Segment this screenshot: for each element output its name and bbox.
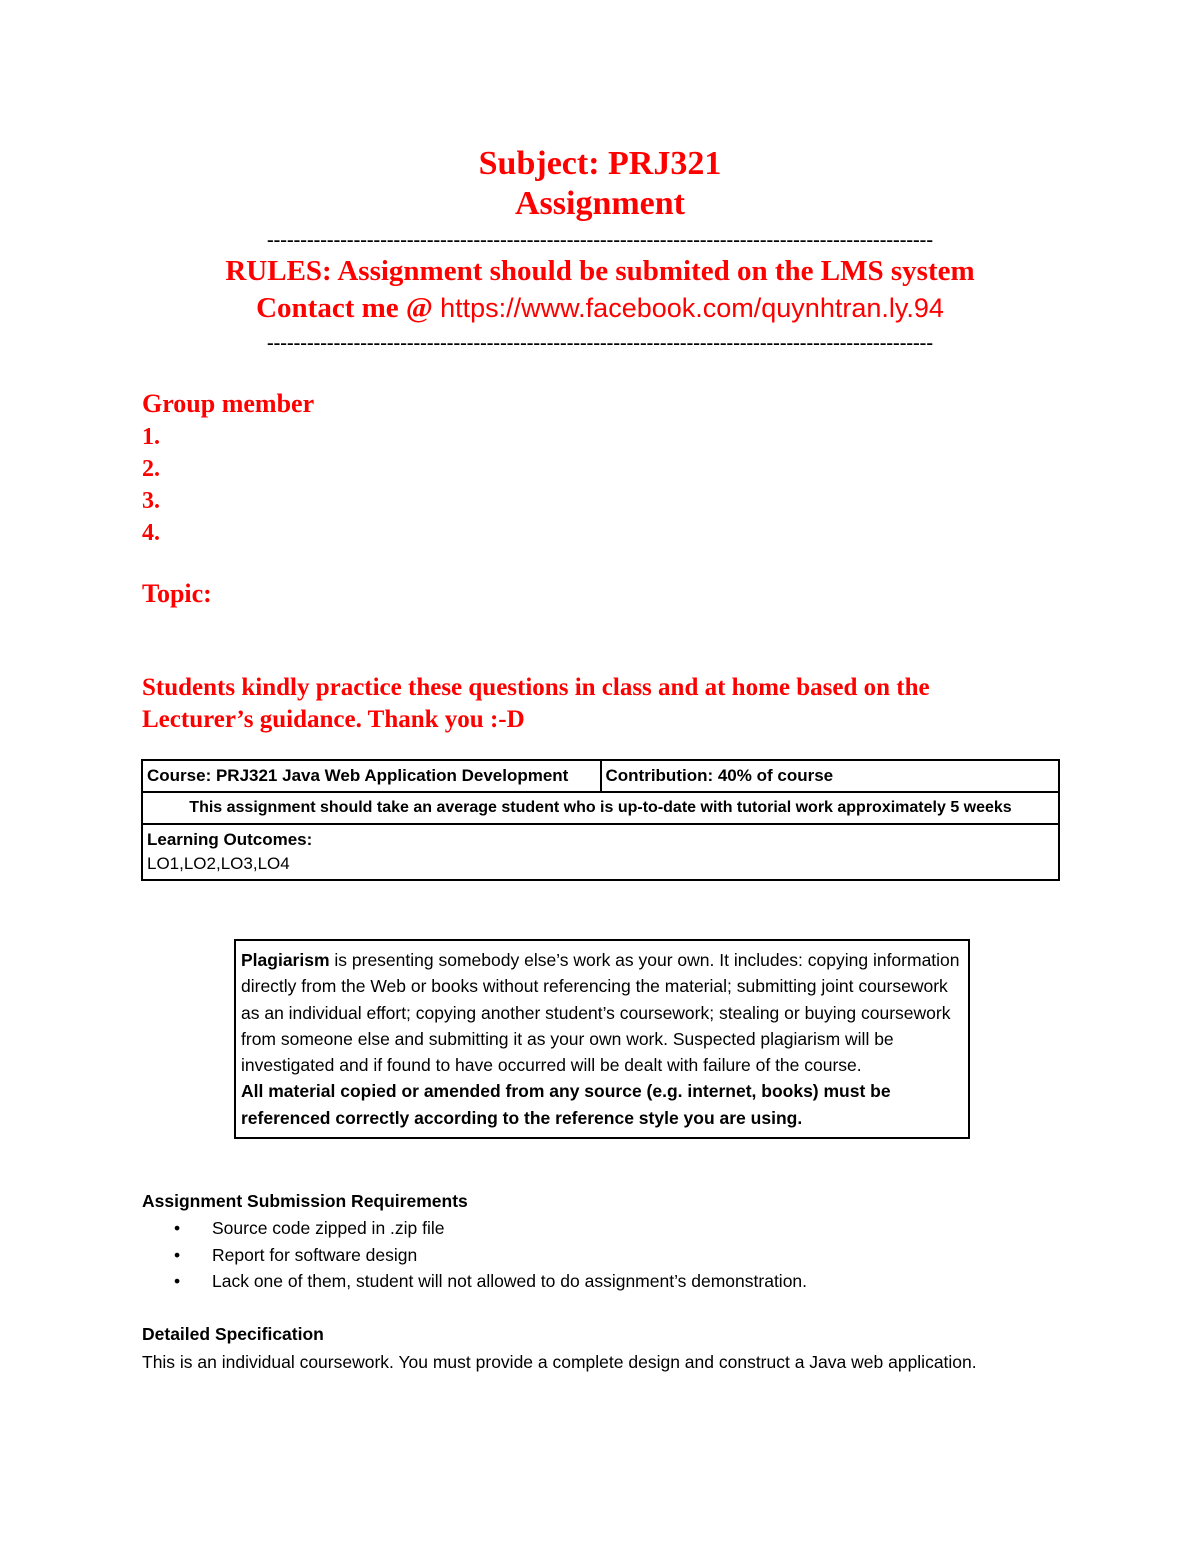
topic-heading: Topic: — [142, 579, 212, 608]
assignment-title: Assignment — [514, 185, 686, 222]
duration-cell: This assignment should take an average student who is up-to-date with tutorial work approximately 5 weeks — [142, 792, 1059, 824]
bullet-icon: • — [174, 1244, 181, 1265]
learning-outcomes-label: Learning Outcomes: — [147, 830, 313, 849]
contact-line — [0, 290, 1200, 326]
separator-top: ---------------------------------------------------------------------------------------------------- — [266, 230, 933, 250]
rules-line: RULES: Assignment should be submited on the LMS system — [225, 255, 975, 287]
contribution-cell: Contribution: 40% of course — [601, 760, 1060, 792]
list-item: • Lack one of them, student will not allowed to do assignment’s demonstration. — [142, 1268, 1042, 1295]
submission-list — [142, 1215, 1042, 1295]
group-member-2: 2. — [142, 456, 160, 482]
facebook-link[interactable]: https://www.facebook.com/quynhtran.ly.94 — [440, 293, 944, 323]
specification-heading: Detailed Specification — [142, 1324, 324, 1344]
course-cell: Course: PRJ321 Java Web Application Development — [142, 760, 601, 792]
plagiarism-definition: is presenting somebody else’s work as your own. It includes: copying information directly from the Web or books without referencing the material; submitting joint coursework as an individual effort; copying another student’s coursework; stealing or buying coursework from someone else and submitting it as your own work. Suspected plagiarism will be investigated and if found to have occurred will be dealt with failure of the course. — [241, 950, 960, 1076]
students-note: Students kindly practice these questions in class and at home based on the Lecturer’s guidance. Thank you :-D — [142, 674, 930, 733]
bullet-icon: • — [174, 1271, 181, 1291]
separator-bottom: ---------------------------------------------------------------------------------------------------- — [266, 333, 933, 353]
course-info-table — [141, 759, 1060, 881]
specification-text: This is an individual coursework. You must provide a complete design and construct a Java web application. — [142, 1352, 977, 1372]
learning-outcomes-cell — [142, 824, 1059, 880]
plagiarism-term: Plagiarism — [241, 950, 330, 970]
group-member-4: 4. — [142, 520, 160, 546]
subject-title: Subject: PRJ321 — [478, 145, 722, 182]
list-item: • Source code zipped in .zip file — [142, 1215, 1042, 1242]
group-member-heading: Group member — [142, 389, 315, 418]
bullet-icon: • — [174, 1218, 181, 1238]
group-member-3: 3. — [142, 488, 160, 514]
list-item: • Report for software design — [142, 1242, 1042, 1269]
plagiarism-rule: All material copied or amended from any source (e.g. internet, books) must be referenced correctly according to the reference style you are using. — [241, 1081, 891, 1128]
learning-outcomes-value: LO1,LO2,LO3,LO4 — [147, 854, 290, 873]
group-member-1: 1. — [142, 424, 160, 450]
plagiarism-box — [234, 939, 970, 1139]
contact-prefix: Contact me @ — [256, 292, 441, 324]
submission-heading: Assignment Submission Requirements — [142, 1191, 468, 1211]
